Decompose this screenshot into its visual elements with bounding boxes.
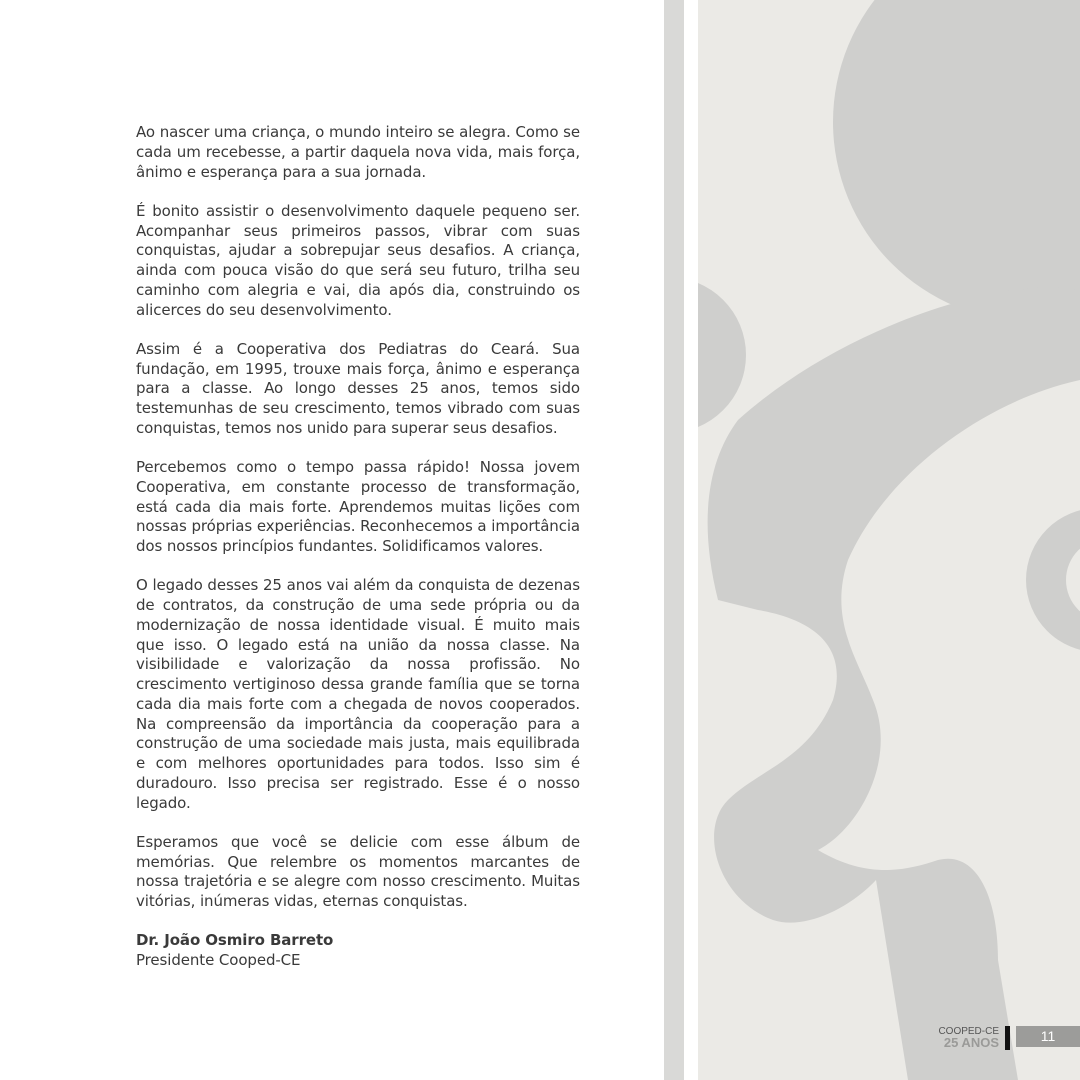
- brand-name: COOPED-CE: [938, 1026, 999, 1037]
- page-footer: [930, 1024, 1080, 1052]
- brand-anniversary: 25 ANOS: [943, 1035, 999, 1050]
- paragraph-1: Ao nascer uma criança, o mundo inteiro se alegra. Como se cada um recebesse, a partir daquela nova vida, mais força, ânimo e esperança para a sua jornada.: [136, 123, 580, 181]
- divider-stripe: [664, 0, 684, 1080]
- brand-bar: [1005, 1026, 1010, 1050]
- signature-name: Dr. João Osmiro Barreto: [136, 931, 334, 950]
- letter-text: [136, 123, 580, 971]
- paragraph-4: Percebemos como o tempo passa rápido! Nossa jovem Cooperativa, em constante processo de transformação, está cada dia mais forte. Aprendemos muitas lições com nossas próprias experiências. Reconhecemos a importância dos nossos princípios fundantes. Solidificamos valores.: [136, 458, 580, 555]
- decorative-panel: [698, 0, 1080, 1080]
- signature-block: [136, 931, 580, 971]
- signature-title: Presidente Cooped-CE: [136, 951, 301, 969]
- paragraph-6: Esperamos que você se delicie com esse álbum de memórias. Que relembre os momentos marcantes de nossa trajetória e se alegre com nosso crescimento. Muitas vitórias, inúmeras vidas, eternas conquistas.: [136, 832, 580, 910]
- page-number: 11: [1016, 1026, 1080, 1047]
- paragraph-5: O legado desses 25 anos vai além da conquista de dezenas de contratos, da construção de uma sede própria ou da modernização de nossa identidade visual. É muito mais que isso. O legado está na união da nossa classe. Na visibilidade e valorização da nossa profissão. No crescimento vertiginoso dessa grande família que se torna cada dia mais forte com a chegada de novos cooperados. Na compreensão da importância da cooperação para a construção de uma sociedade mais justa, mais equilibrada e com melhores oportunidades para todos. Isso sim é duradouro. Isso precisa ser registrado. Esse é o nosso legado.: [136, 576, 580, 812]
- paragraph-3: Assim é a Cooperativa dos Pediatras do Ceará. Sua fundação, em 1995, trouxe mais força, ânimo e esperança para a classe. Ao longo desses 25 anos, temos sido testemunhas de seu crescimento, temos vibrado com suas conquistas, temos nos unido para superar seus desafios.: [136, 339, 580, 437]
- divider-gap: [684, 0, 698, 1080]
- paragraph-2: É bonito assistir o desenvolvimento daquele pequeno ser. Acompanhar seus primeiros passos, vibrar com suas conquistas, ajudar a sobrepujar seus desafios. A criança, ainda com pouca visão do que será seu futuro, trilha seu caminho com alegria e vai, dia após dia, construindo os alicerces do seu desenvolvimento.: [136, 201, 580, 319]
